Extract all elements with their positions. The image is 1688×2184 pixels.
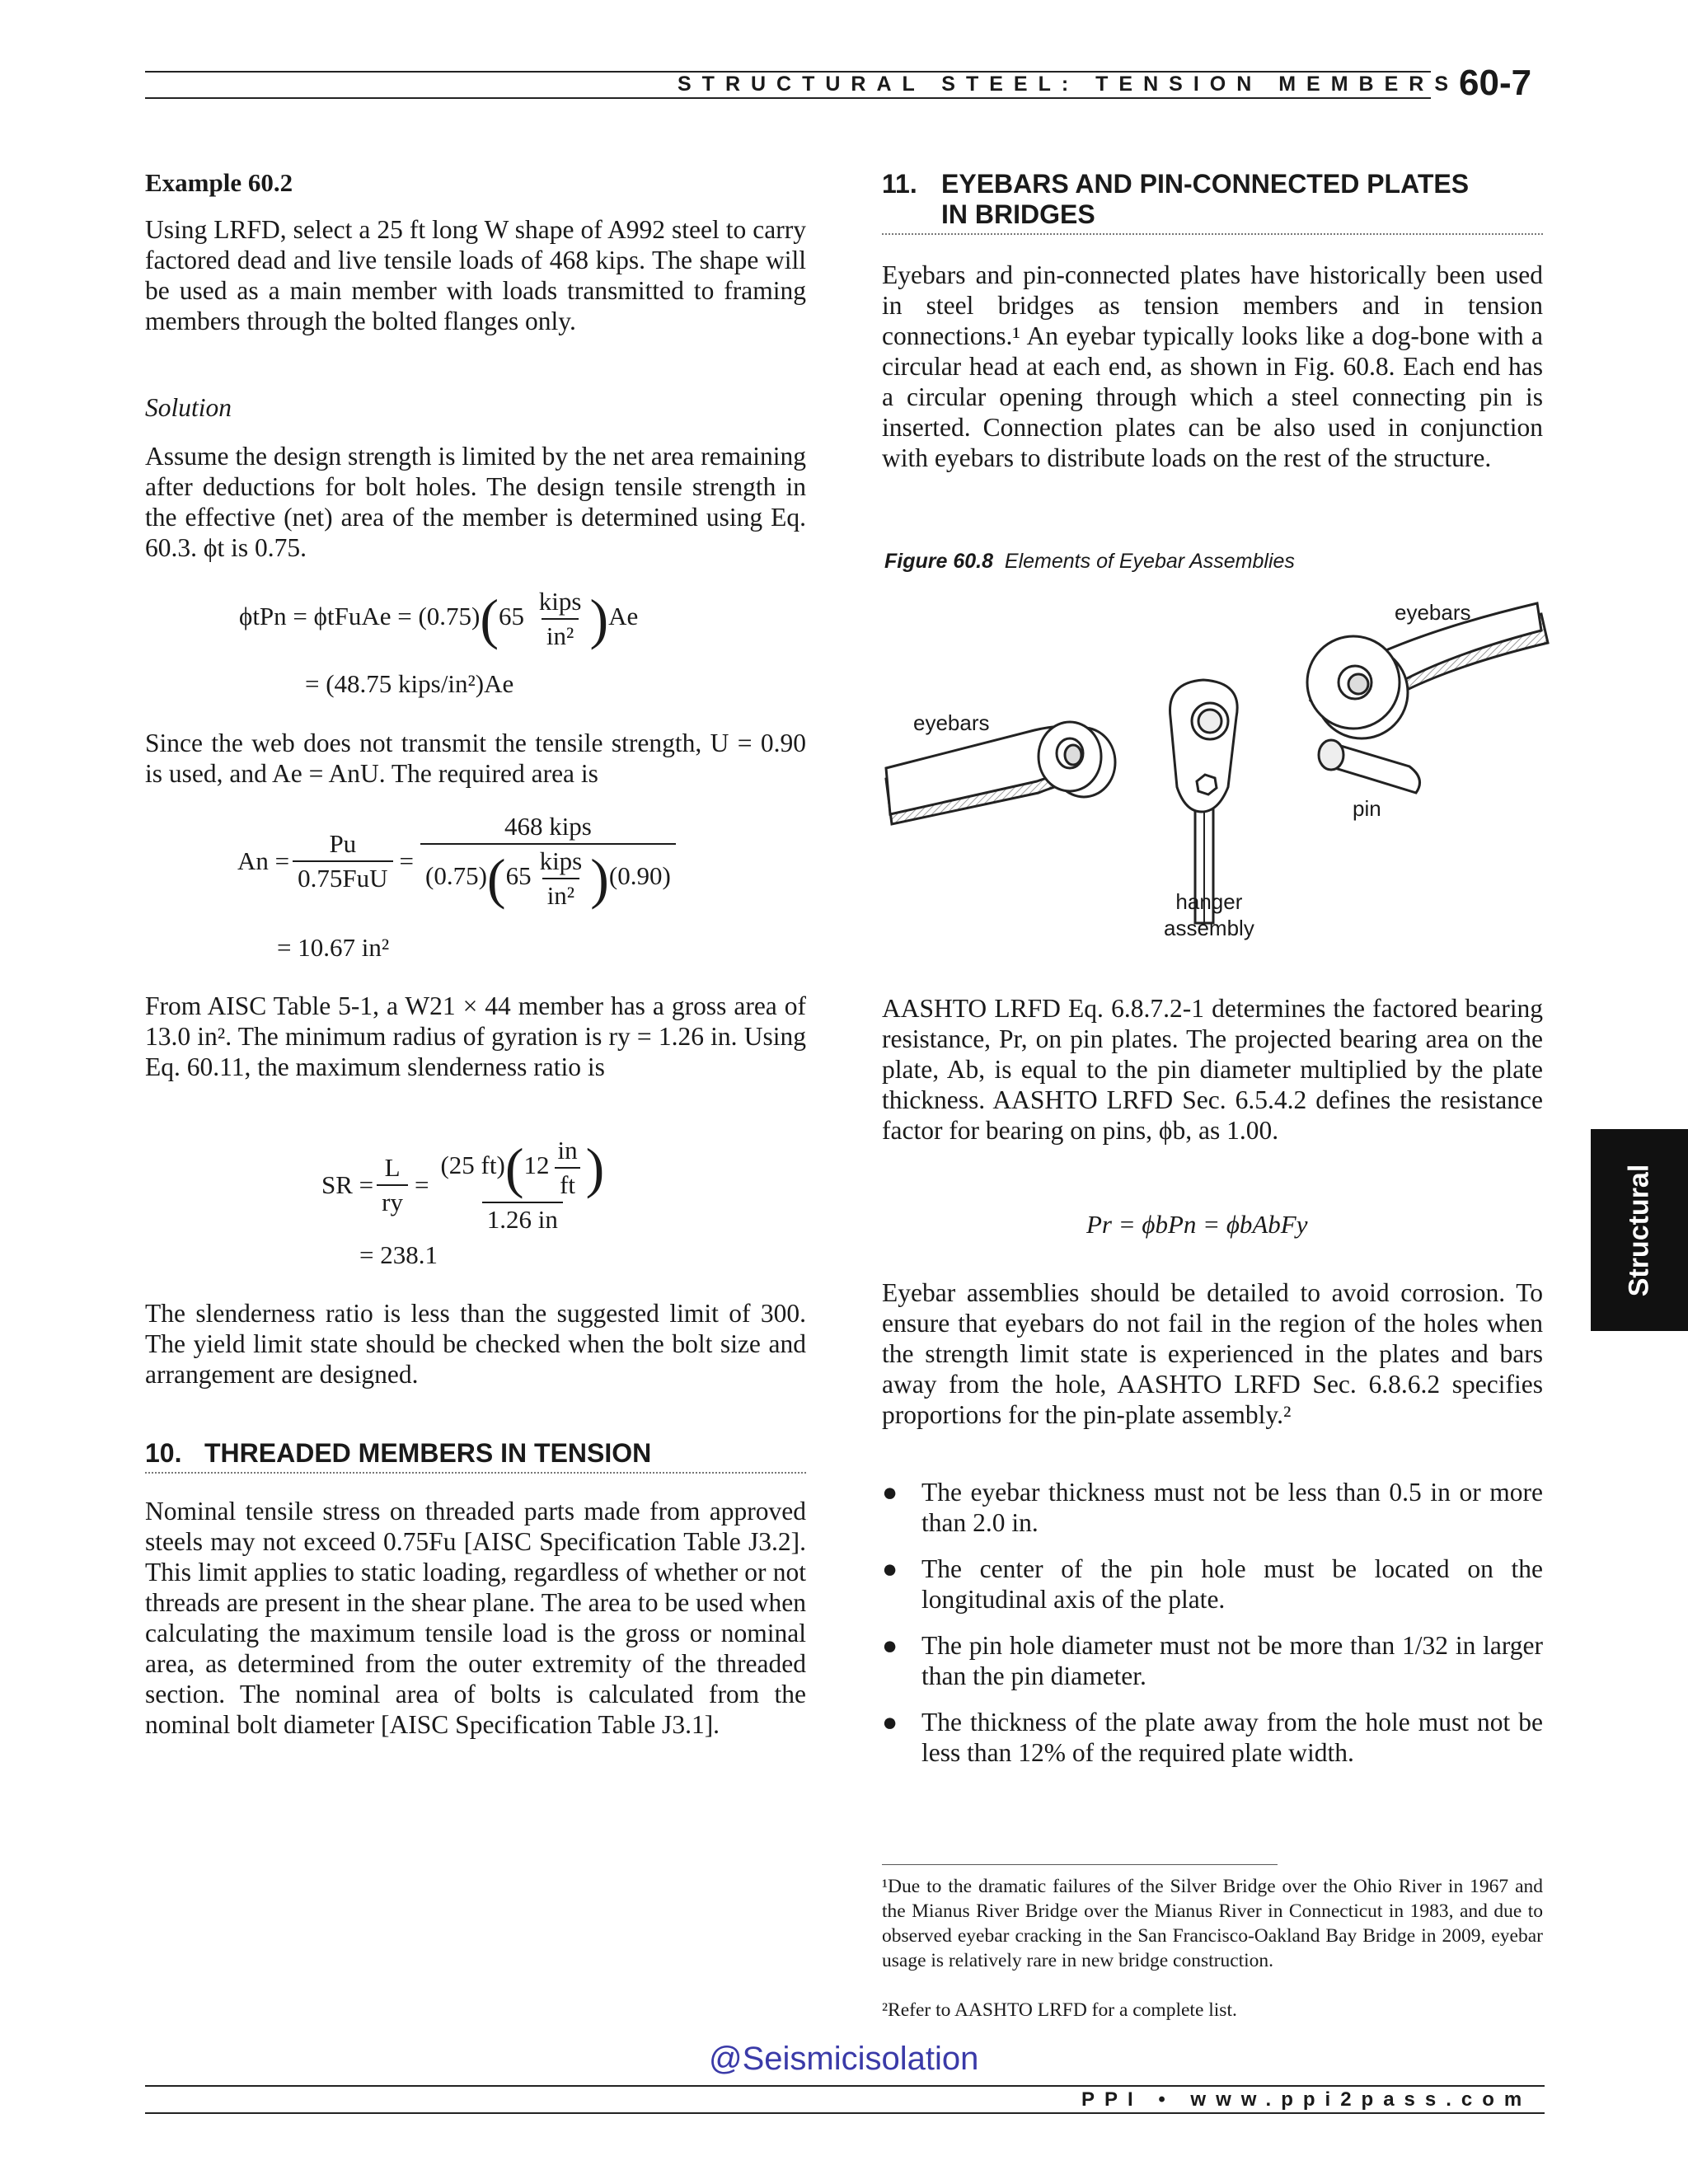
- solution-paragraph-4: The slenderness ratio is less than the suggested limit of 300. The yield limit state should be checked when the bolt size and arrangement are designed.: [145, 1299, 806, 1389]
- figure-caption: Figure 60.8 Elements of Eyebar Assemblies: [884, 550, 1295, 573]
- figure-label-hanger: hanger assembly: [1164, 889, 1254, 940]
- equation-slenderness-ratio: SR = $\frac{L}{ry}$ = (25 ft)(12 $\frac{in}{ft}$ ) 1.26 in: [321, 1136, 605, 1234]
- page-number: 60-7: [1459, 63, 1532, 103]
- figure-label-pin: pin: [1353, 796, 1381, 821]
- footer-publisher: PPI • www.ppi2pass.com: [1081, 2088, 1532, 2111]
- footnote-2: ²Refer to AASHTO LRFD for a complete list.: [882, 1999, 1237, 2021]
- footnote-rule: [882, 1864, 1278, 1865]
- watermark: @Seismicisolation: [709, 2041, 979, 2077]
- left-eyebars-drawing: [886, 722, 1115, 824]
- solution-paragraph-3: From AISC Table 5-1, a W21 × 44 member has a gross area of 13.0 in². The minimum radius of gyration is ry = 1.26 in. Using Eq. 60.11, the maximum slenderness ratio is: [145, 991, 806, 1081]
- equation-required-area: An = $\frac{Pu}{\text{0.75FuU}}$ = 468 kips (0.75)(65 $\frac{\text{kips}}{\text{in²}}$ )(0.90): [237, 812, 679, 911]
- section-10-paragraph: Nominal tensile stress on threaded parts made from approved steels may not exceed 0.75Fu [AISC Specification Table J3.2]. This limit applies to static loading, regardless of whether or not threads are present in the shear plane. The area to be used when calculating the maximum tensile load is the gross or nominal area, as determined from the outer extremity of the threaded section. The nominal area of bolts is calculated from the nominal bolt diameter [AISC Specification Table J3.1].: [145, 1497, 806, 1739]
- solution-paragraph-2: Since the web does not transmit the tensile strength, U = 0.90 is used, and Ae = AnU. The required area is: [145, 729, 806, 788]
- section-11-paragraph-3: Eyebar assemblies should be detailed to avoid corrosion. To ensure that eyebars do not fail in the region of the holes when the strength limit state is experienced in the plates and bars away from the hole, AASHTO LRFD Sec. 6.8.6.2 specifies proportions for the pin-plate assembly.²: [882, 1278, 1543, 1429]
- hanger-assembly-drawing: [1170, 680, 1238, 923]
- section-11-heading: 11. EYEBARS AND PIN-CONNECTED PLATES IN BRIDGES: [882, 169, 1543, 235]
- example-problem: Using LRFD, select a 25 ft long W shape of A992 steel to carry factored dead and live tensile loads of 468 kips. The shape will be used as a main member with loads transmitted to framing members through the bolted flanges only.: [145, 215, 806, 335]
- equation-slenderness-result: = 238.1: [359, 1240, 438, 1269]
- header-rule-bottom: [145, 97, 1431, 99]
- figure-label-eyebars-left: eyebars: [913, 710, 990, 735]
- section-10-heading: 10. THREADED MEMBERS IN TENSION: [145, 1438, 806, 1474]
- section-11-paragraph-1: Eyebars and pin-connected plates have historically been used in steel bridges as tension members and in tension connections.¹ An eyebar typically looks like a dog-bone with a circular head at each end, as shown in Fig. 60.8. Each end has a circular opening through which a steel connecting pin is inserted. Connection plates can be also used in conjunction with eyebars to distribute loads on the rest of the structure.: [882, 260, 1543, 472]
- footer-rule-top: [145, 2085, 1545, 2087]
- running-header-title: STRUCTURAL STEEL: TENSION MEMBERS: [678, 73, 1459, 96]
- equation-required-area-result: = 10.67 in²: [277, 933, 390, 962]
- footnote-1: ¹Due to the dramatic failures of the Silver Bridge over the Ohio River in 1967 and the Mianus River Bridge over the Mianus River in Connecticut in 1983, and due to observed eyebar cracking in the San Francisco-Oakland Bay Bridge in 2009, eyebar usage is relatively rare in new bridge construction.: [882, 1876, 1543, 1971]
- pin-drawing: [1319, 740, 1420, 793]
- figure-label-eyebars-right: eyebars: [1395, 600, 1471, 625]
- section-11-paragraph-2: AASHTO LRFD Eq. 6.8.7.2-1 determines the factored bearing resistance, Pr, on pin plates. The projected bearing area on the plate, Ab, is equal to the pin diameter multiplied by the plate thickness. AASHTO LRFD Sec. 6.5.4.2 defines the resistance factor for bearing on pins, ϕb, as 1.00.: [882, 994, 1543, 1145]
- equation-bearing-resistance: Pr = ϕbPn = ϕbAbFy: [1086, 1210, 1308, 1239]
- equation-design-strength: ϕtPn = ϕtFuAe = (0.75)(65 $\frac{\text{kips}}{\text{in²}}$ )Ae: [239, 587, 639, 650]
- solution-label: Solution: [145, 393, 232, 422]
- solution-paragraph-1: Assume the design strength is limited by the net area remaining after deductions for bolt holes. The design tensile strength in the effective (net) area of the member is determined using Eq. 60.3. ϕt is 0.75.: [145, 442, 806, 562]
- example-label: Example 60.2: [145, 168, 293, 197]
- footer-rule-bottom: [145, 2112, 1545, 2114]
- equation-design-strength-line2: = (48.75 kips/in²)Ae: [305, 669, 514, 698]
- chapter-tab: Structural: [1591, 1129, 1688, 1331]
